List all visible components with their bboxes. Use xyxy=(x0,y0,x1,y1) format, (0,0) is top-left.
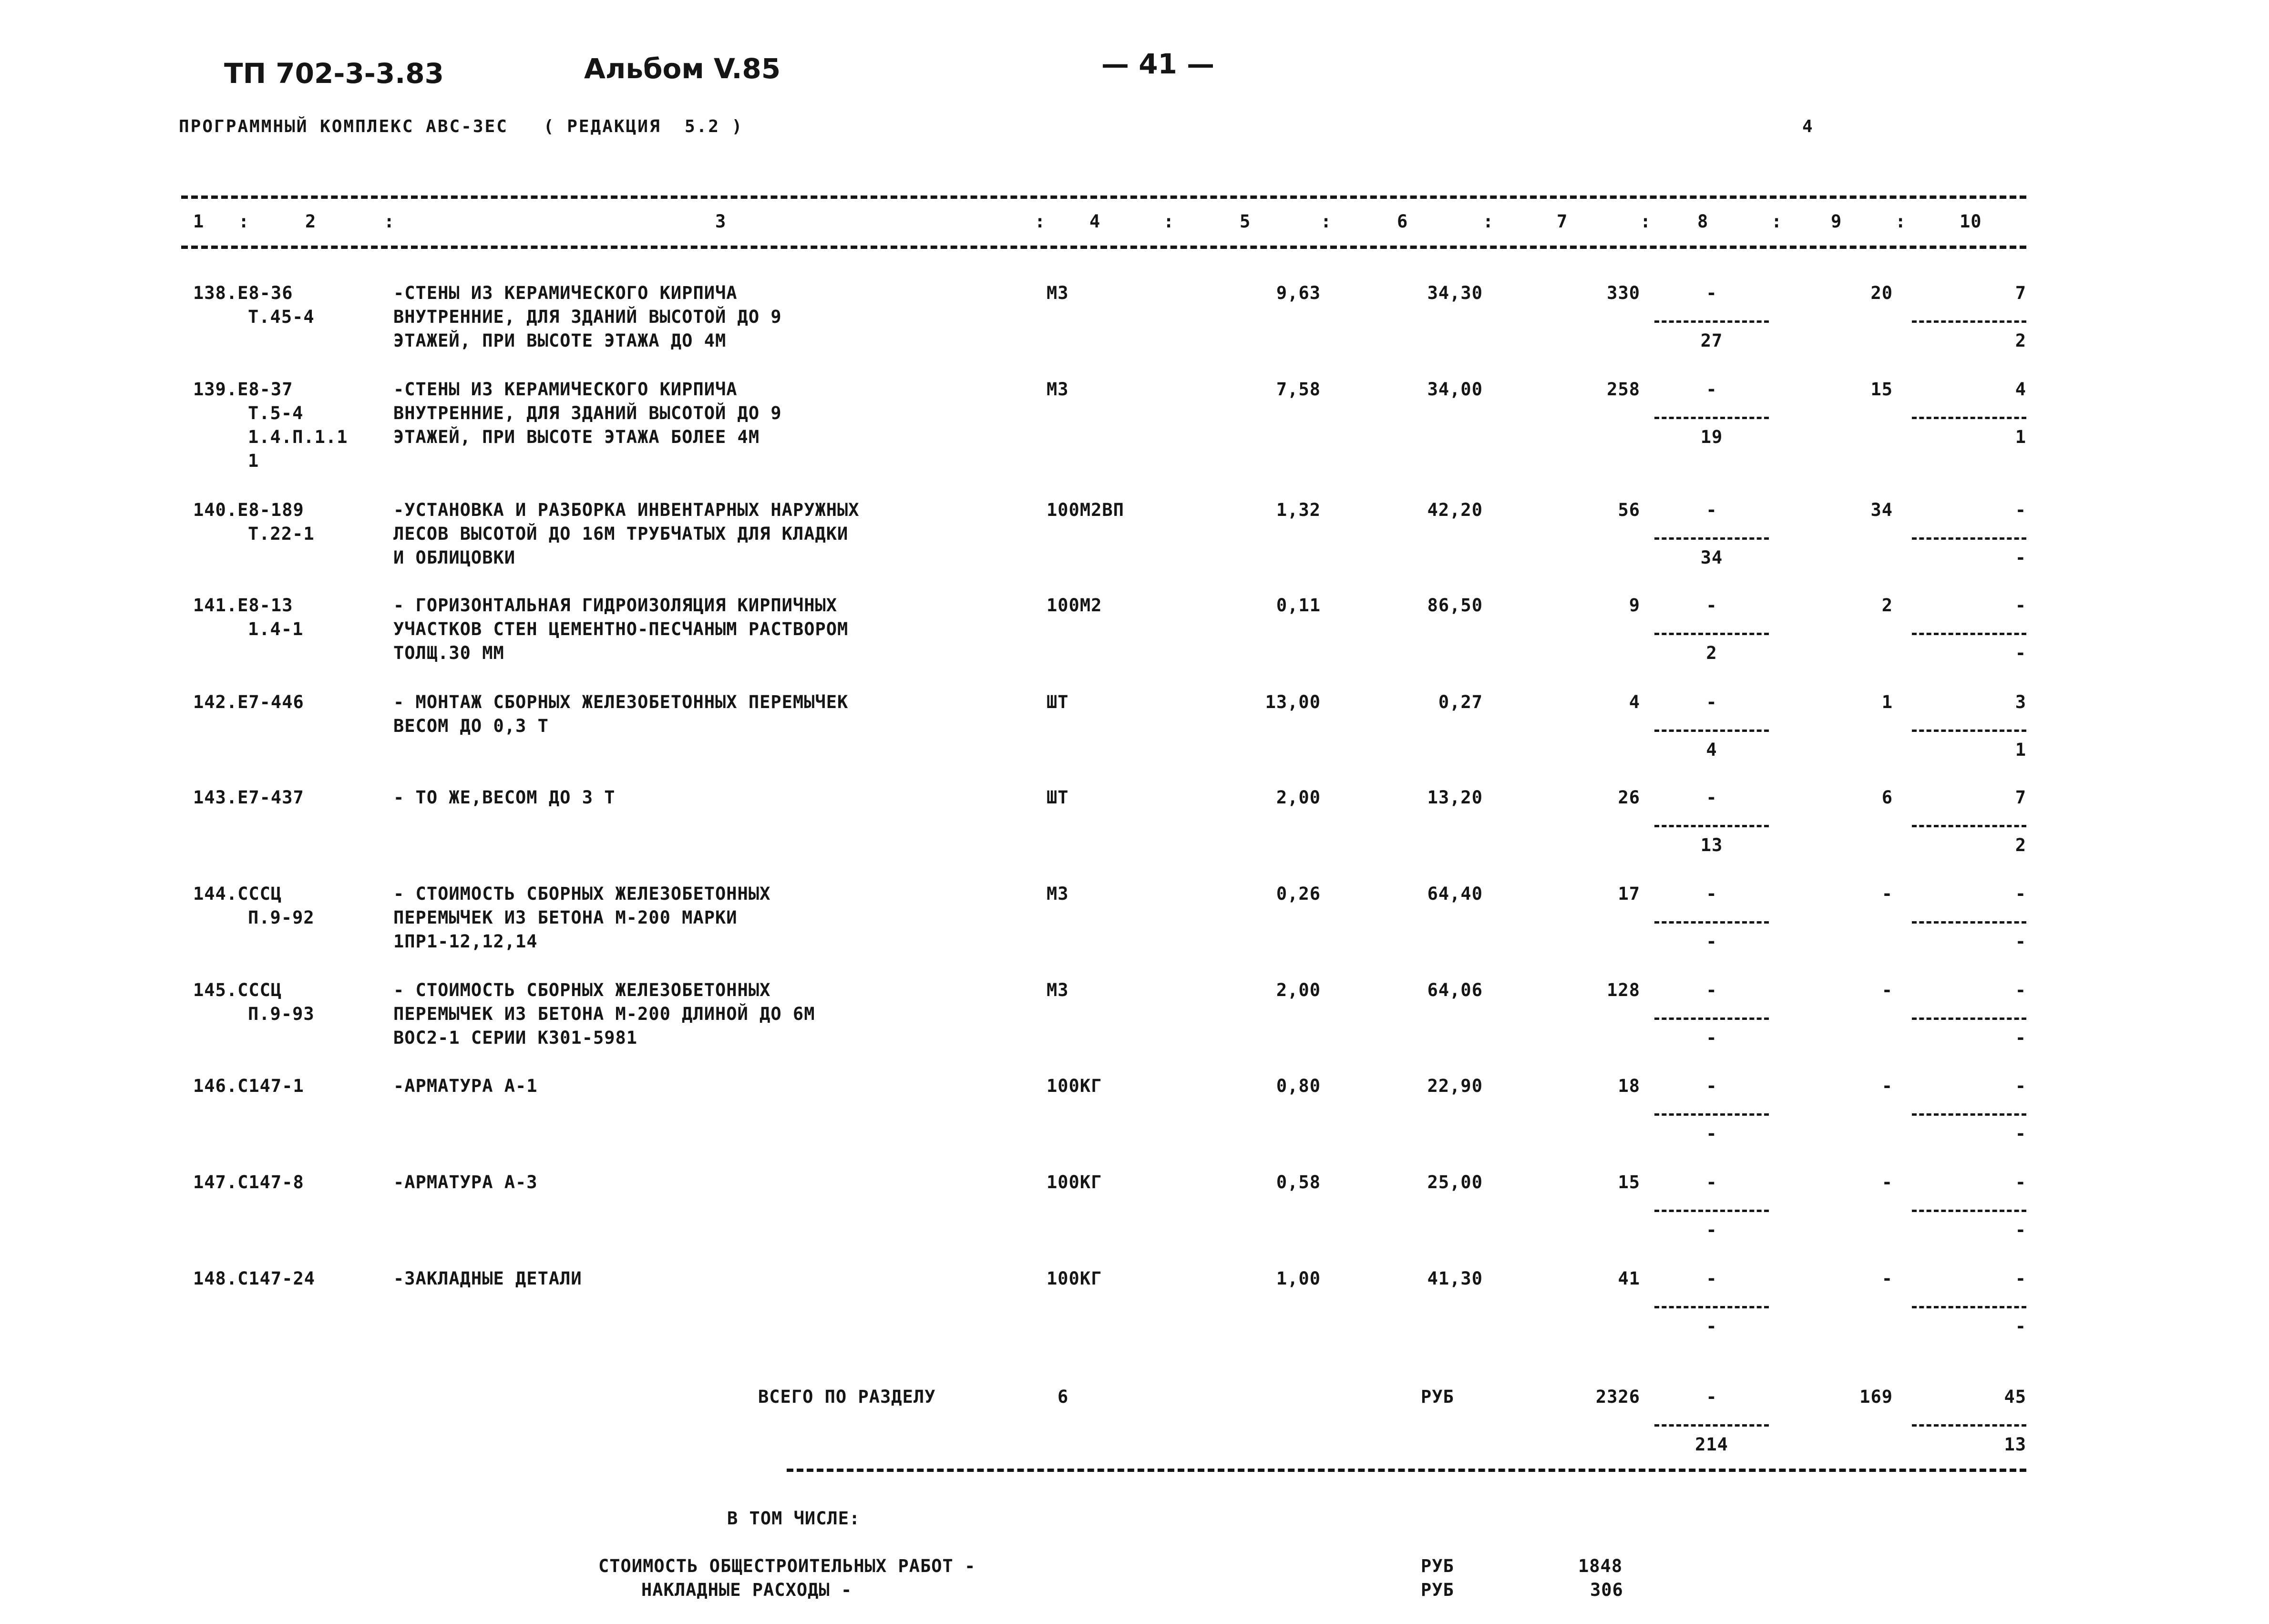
program-title: ПРОГРАММНЫЙ КОМПЛЕКС АВС-3ЕС ( РЕДАКЦИЯ 5.2 ) xyxy=(179,117,744,136)
row-col10-bottom: - xyxy=(2015,1316,2026,1336)
row-col10-bottom: 2 xyxy=(2015,835,2026,855)
row-description: - МОНТАЖ СБОРНЫХ ЖЕЛЕЗОБЕТОННЫХ ПЕРЕМЫЧЕК xyxy=(393,692,849,712)
row-col10-bottom: 1 xyxy=(2015,427,2026,447)
row-item-code: 146.С147-1 xyxy=(193,1076,304,1096)
row-unit-price: 64,40 xyxy=(1427,884,1483,904)
row-col8-bottom: - xyxy=(1706,931,1717,952)
row-unit: 100КГ xyxy=(1047,1076,1102,1096)
row-description: - СТОИМОСТЬ СБОРНЫХ ЖЕЛЕЗОБЕТОННЫХ xyxy=(393,980,771,1000)
row-reference: Т.45-4 xyxy=(248,307,315,327)
row-unit-price: 25,00 xyxy=(1427,1172,1483,1192)
row-col8-fraction-line xyxy=(1654,825,1769,827)
row-unit-price: 34,00 xyxy=(1427,379,1483,400)
row-reference: П.9-92 xyxy=(248,907,315,928)
row-description: ВОС2-1 СЕРИИ К301-5981 xyxy=(393,1028,638,1048)
column-separator: : xyxy=(238,211,250,232)
row-unit-price: 34,30 xyxy=(1427,283,1483,303)
row-col9: 34 xyxy=(1870,500,1893,520)
row-col8-fraction-line xyxy=(1654,537,1769,540)
row-col8-bottom: - xyxy=(1706,1220,1717,1240)
row-col9: - xyxy=(1881,884,1893,904)
row-total: 17 xyxy=(1618,884,1640,904)
row-col9: 6 xyxy=(1881,787,1893,808)
column-number-10: 10 xyxy=(1960,211,1982,232)
row-description: - СТОИМОСТЬ СБОРНЫХ ЖЕЛЕЗОБЕТОННЫХ xyxy=(393,884,771,904)
row-col10-fraction-line xyxy=(1912,633,2026,635)
row-col8-fraction-line xyxy=(1654,1306,1769,1308)
row-col8-bottom: 19 xyxy=(1700,427,1723,447)
including-item-1-value: 1848 xyxy=(1578,1556,1623,1576)
row-item-code: 142.Е7-446 xyxy=(193,692,304,712)
summary-col9: 169 xyxy=(1859,1387,1893,1407)
column-separator: : xyxy=(384,211,395,232)
row-col8-fraction-line xyxy=(1654,1113,1769,1116)
page-number: — 41 — xyxy=(1101,48,1215,80)
row-description: ВНУТРЕННИЕ, ДЛЯ ЗДАНИЙ ВЫСОТОЙ ДО 9 xyxy=(393,307,782,327)
row-col9: 2 xyxy=(1881,595,1893,616)
including-item-2-label: НАКЛАДНЫЕ РАСХОДЫ - xyxy=(641,1580,852,1600)
row-col10-fraction-line xyxy=(1912,730,2026,732)
row-col8-top: - xyxy=(1706,595,1717,616)
row-col10-fraction-line xyxy=(1912,1018,2026,1020)
including-item-2-currency: РУБ xyxy=(1421,1580,1454,1600)
row-item-code: 145.СССЦ xyxy=(193,980,282,1000)
row-total: 26 xyxy=(1618,787,1640,808)
row-unit-price: 64,06 xyxy=(1427,980,1483,1000)
row-col8-fraction-line xyxy=(1654,633,1769,635)
row-unit-price: 86,50 xyxy=(1427,595,1483,616)
summary-col8-top: - xyxy=(1706,1387,1717,1407)
row-quantity: 2,00 xyxy=(1276,980,1321,1000)
row-col9: - xyxy=(1881,980,1893,1000)
row-item-code: 147.С147-8 xyxy=(193,1172,304,1192)
row-col8-bottom: - xyxy=(1706,1123,1717,1144)
row-unit: ШТ xyxy=(1047,787,1069,808)
summary-section-number: 6 xyxy=(1057,1387,1069,1407)
row-unit-price: 22,90 xyxy=(1427,1076,1483,1096)
row-description: ВЕСОМ ДО 0,3 Т xyxy=(393,716,549,736)
row-description: -УСТАНОВКА И РАЗБОРКА ИНВЕНТАРНЫХ НАРУЖНЫХ xyxy=(393,500,860,520)
row-quantity: 9,63 xyxy=(1276,283,1321,303)
row-quantity: 0,11 xyxy=(1276,595,1321,616)
row-description: ПЕРЕМЫЧЕК ИЗ БЕТОНА М-200 МАРКИ xyxy=(393,907,738,928)
row-description: УЧАСТКОВ СТЕН ЦЕМЕНТНО-ПЕСЧАНЫМ РАСТВОРОМ xyxy=(393,619,849,639)
row-col9: - xyxy=(1881,1172,1893,1192)
row-col10-top: - xyxy=(2015,595,2026,616)
row-quantity: 2,00 xyxy=(1276,787,1321,808)
row-reference: П.9-93 xyxy=(248,1004,315,1024)
row-description: - ТО ЖЕ,ВЕСОМ ДО 3 Т xyxy=(393,787,616,808)
row-col10-top: 7 xyxy=(2015,787,2026,808)
row-item-code: 143.Е7-437 xyxy=(193,787,304,808)
column-separator: : xyxy=(1483,211,1494,232)
row-quantity: 7,58 xyxy=(1276,379,1321,400)
album-label: Альбом V.85 xyxy=(584,52,781,85)
row-quantity: 0,80 xyxy=(1276,1076,1321,1096)
row-reference: 1.4.П.1.1 xyxy=(248,427,348,447)
column-number-2: 2 xyxy=(305,211,317,232)
summary-col10-top: 45 xyxy=(2004,1387,2026,1407)
row-description: ЭТАЖЕЙ, ПРИ ВЫСОТЕ ЭТАЖА ДО 4М xyxy=(393,330,727,351)
row-col10-fraction-line xyxy=(1912,417,2026,419)
row-col10-fraction-line xyxy=(1912,1210,2026,1212)
row-description: -СТЕНЫ ИЗ КЕРАМИЧЕСКОГО КИРПИЧА xyxy=(393,283,738,303)
row-col10-top: 3 xyxy=(2015,692,2026,712)
column-separator: : xyxy=(1895,211,1907,232)
summary-currency: РУБ xyxy=(1421,1387,1454,1407)
row-col10-fraction-line xyxy=(1912,825,2026,827)
row-col10-fraction-line xyxy=(1912,537,2026,540)
row-col10-fraction-line xyxy=(1912,1306,2026,1308)
row-unit: М3 xyxy=(1047,884,1069,904)
row-col8-bottom: - xyxy=(1706,1316,1717,1336)
row-col9: 1 xyxy=(1881,692,1893,712)
row-total: 9 xyxy=(1629,595,1640,616)
row-col8-top: - xyxy=(1706,379,1717,400)
row-col10-top: - xyxy=(2015,1268,2026,1289)
summary-label: ВСЕГО ПО РАЗДЕЛУ xyxy=(758,1387,936,1407)
row-description: - ГОРИЗОНТАЛЬНАЯ ГИДРОИЗОЛЯЦИЯ КИРПИЧНЫХ xyxy=(393,595,838,616)
row-col10-top: 4 xyxy=(2015,379,2026,400)
row-item-code: 139.Е8-37 xyxy=(193,379,293,400)
column-number-1: 1 xyxy=(193,211,205,232)
row-col9: 15 xyxy=(1870,379,1893,400)
row-col8-bottom: 13 xyxy=(1700,835,1723,855)
column-number-5: 5 xyxy=(1240,211,1251,232)
row-item-code: 144.СССЦ xyxy=(193,884,282,904)
row-col10-bottom: 1 xyxy=(2015,740,2026,760)
row-col8-fraction-line xyxy=(1654,320,1769,323)
row-unit-price: 13,20 xyxy=(1427,787,1483,808)
row-total: 41 xyxy=(1618,1268,1640,1289)
including-item-1-currency: РУБ xyxy=(1421,1556,1454,1576)
row-description: -АРМАТУРА А-1 xyxy=(393,1076,538,1096)
row-col10-top: - xyxy=(2015,980,2026,1000)
row-col8-top: - xyxy=(1706,692,1717,712)
row-item-code: 141.Е8-13 xyxy=(193,595,293,616)
summary-rule xyxy=(787,1469,2026,1472)
row-col8-top: - xyxy=(1706,283,1717,303)
including-item-1-label: СТОИМОСТЬ ОБЩЕСТРОИТЕЛЬНЫХ РАБОТ - xyxy=(598,1556,976,1576)
row-col8-fraction-line xyxy=(1654,1018,1769,1020)
row-item-code: 138.Е8-36 xyxy=(193,283,293,303)
column-separator: : xyxy=(1035,211,1046,232)
row-description: ЭТАЖЕЙ, ПРИ ВЫСОТЕ ЭТАЖА БОЛЕЕ 4М xyxy=(393,427,760,447)
row-col8-top: - xyxy=(1706,884,1717,904)
column-number-4: 4 xyxy=(1089,211,1101,232)
row-unit: М3 xyxy=(1047,379,1069,400)
row-quantity: 0,26 xyxy=(1276,884,1321,904)
row-col10-bottom: - xyxy=(2015,1220,2026,1240)
row-quantity: 1,00 xyxy=(1276,1268,1321,1289)
row-col10-bottom: - xyxy=(2015,1028,2026,1048)
column-separator: : xyxy=(1640,211,1652,232)
row-total: 330 xyxy=(1607,283,1640,303)
row-col8-bottom: 2 xyxy=(1706,643,1717,663)
row-col10-top: - xyxy=(2015,884,2026,904)
row-total: 258 xyxy=(1607,379,1640,400)
row-quantity: 0,58 xyxy=(1276,1172,1321,1192)
row-reference: 1 xyxy=(248,451,259,471)
row-description: ПЕРЕМЫЧЕК ИЗ БЕТОНА М-200 ДЛИНОЙ ДО 6М xyxy=(393,1004,815,1024)
row-unit-price: 41,30 xyxy=(1427,1268,1483,1289)
row-col8-top: - xyxy=(1706,1076,1717,1096)
header-top-rule xyxy=(181,195,2026,199)
row-col8-bottom: 4 xyxy=(1706,740,1717,760)
row-col10-top: - xyxy=(2015,1076,2026,1096)
row-col10-top: - xyxy=(2015,1172,2026,1192)
row-col10-fraction-line xyxy=(1912,1113,2026,1116)
row-total: 56 xyxy=(1618,500,1640,520)
row-col10-fraction-line xyxy=(1912,320,2026,323)
row-col9: - xyxy=(1881,1076,1893,1096)
column-number-9: 9 xyxy=(1831,211,1842,232)
column-number-8: 8 xyxy=(1697,211,1709,232)
row-col8-bottom: 34 xyxy=(1700,547,1723,568)
row-reference: Т.22-1 xyxy=(248,524,315,544)
row-total: 18 xyxy=(1618,1076,1640,1096)
row-col9: - xyxy=(1881,1268,1893,1289)
row-col10-bottom: - xyxy=(2015,931,2026,952)
column-separator: : xyxy=(1321,211,1332,232)
summary-col8-fraction-line xyxy=(1654,1424,1769,1427)
including-item-2-value: 306 xyxy=(1590,1580,1623,1600)
row-unit-price: 42,20 xyxy=(1427,500,1483,520)
row-total: 15 xyxy=(1618,1172,1640,1192)
row-col10-bottom: - xyxy=(2015,643,2026,663)
row-reference: 1.4-1 xyxy=(248,619,304,639)
row-col10-bottom: - xyxy=(2015,547,2026,568)
row-col9: 20 xyxy=(1870,283,1893,303)
row-total: 4 xyxy=(1629,692,1640,712)
row-description: ВНУТРЕННИЕ, ДЛЯ ЗДАНИЙ ВЫСОТОЙ ДО 9 xyxy=(393,403,782,423)
column-number-7: 7 xyxy=(1557,211,1568,232)
row-description: ТОЛЩ.30 ММ xyxy=(393,643,504,663)
row-col8-top: - xyxy=(1706,1172,1717,1192)
row-unit: 100КГ xyxy=(1047,1172,1102,1192)
row-col8-fraction-line xyxy=(1654,730,1769,732)
summary-col8-bottom: 214 xyxy=(1695,1434,1728,1455)
summary-col10-fraction-line xyxy=(1912,1424,2026,1427)
row-col8-top: - xyxy=(1706,980,1717,1000)
row-quantity: 13,00 xyxy=(1265,692,1321,712)
row-unit: ШТ xyxy=(1047,692,1069,712)
row-item-code: 148.С147-24 xyxy=(193,1268,316,1289)
row-description: И ОБЛИЦОВКИ xyxy=(393,547,516,568)
row-col10-bottom: 2 xyxy=(2015,330,2026,351)
document-code: ТП 702-3-3.83 xyxy=(224,57,444,90)
column-separator: : xyxy=(1771,211,1783,232)
row-col8-fraction-line xyxy=(1654,417,1769,419)
row-col10-top: 7 xyxy=(2015,283,2026,303)
row-unit: М3 xyxy=(1047,283,1069,303)
row-col8-fraction-line xyxy=(1654,921,1769,924)
row-unit: 100КГ xyxy=(1047,1268,1102,1289)
row-quantity: 1,32 xyxy=(1276,500,1321,520)
row-col10-bottom: - xyxy=(2015,1123,2026,1144)
row-unit-price: 0,27 xyxy=(1438,692,1483,712)
row-description: -ЗАКЛАДНЫЕ ДЕТАЛИ xyxy=(393,1268,582,1289)
summary-col10-bottom: 13 xyxy=(2004,1434,2026,1455)
row-description: -СТЕНЫ ИЗ КЕРАМИЧЕСКОГО КИРПИЧА xyxy=(393,379,738,400)
summary-total: 2326 xyxy=(1595,1387,1640,1407)
row-unit: 100М2 xyxy=(1047,595,1102,616)
row-col10-fraction-line xyxy=(1912,921,2026,924)
row-total: 128 xyxy=(1607,980,1640,1000)
row-col8-top: - xyxy=(1706,500,1717,520)
column-number-6: 6 xyxy=(1397,211,1408,232)
row-col8-top: - xyxy=(1706,1268,1717,1289)
row-col10-top: - xyxy=(2015,500,2026,520)
column-separator: : xyxy=(1163,211,1175,232)
row-unit: 100М2ВП xyxy=(1047,500,1124,520)
corner-mark: 4 xyxy=(1802,117,1814,136)
row-unit: М3 xyxy=(1047,980,1069,1000)
row-col8-fraction-line xyxy=(1654,1210,1769,1212)
row-reference: Т.5-4 xyxy=(248,403,304,423)
row-description: ЛЕСОВ ВЫСОТОЙ ДО 16М ТРУБЧАТЫХ ДЛЯ КЛАДКИ xyxy=(393,524,849,544)
column-number-3: 3 xyxy=(715,211,727,232)
header-bottom-rule xyxy=(181,246,2026,249)
row-item-code: 140.Е8-189 xyxy=(193,500,304,520)
including-label: В ТОМ ЧИСЛЕ: xyxy=(727,1508,861,1529)
row-description: -АРМАТУРА А-3 xyxy=(393,1172,538,1192)
row-col8-bottom: 27 xyxy=(1700,330,1723,351)
row-col8-top: - xyxy=(1706,787,1717,808)
row-description: 1ПР1-12,12,14 xyxy=(393,931,538,952)
row-col8-bottom: - xyxy=(1706,1028,1717,1048)
